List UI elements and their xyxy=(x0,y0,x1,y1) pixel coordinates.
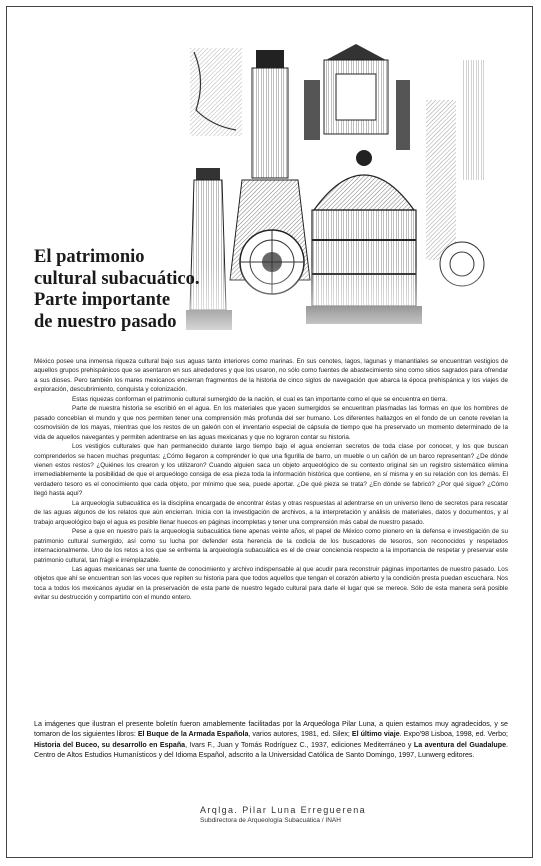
title-line: Parte importante xyxy=(34,290,171,310)
body-paragraph: Pese a que en nuestro país la arqueología subacuática tiene apenas veinte años, el papel de México como pionero en la defensa e investigación de su patrimonio cultural sumergido, así como su lucha por defender esta herencia de la codicia de los buscadores de tesoros, son reconocidos y respetados internacionalmente. Uno de los retos a los que se enfrenta la arqueología subacuática es el de crear conciencia respecto a la importancia de respetar y preservar este patrimonio cultural, tan frágil e irremplazable. xyxy=(34,528,508,564)
credit-book-title: El último viaje xyxy=(351,730,400,739)
credit-book-title: Historia del Buceo, su desarrollo en España xyxy=(34,740,186,749)
author-signature xyxy=(200,805,500,824)
article-title xyxy=(34,247,204,333)
body-paragraph: Las aguas mexicanas ser una fuente de conocimiento y archivo indispensable al que acudir para reconstruir páginas importantes de nuestro pasado. Los objetos que ahí se encuentran son las voces que repiten su historia para que todos aquellos que tengan el corazón abierto y la condición presta puedan escuchara. Nos toca a todos los mexicanos ayudar en la preservación de esta parte de nuestro legado cultural para darle el lugar que se merece. Sólo de esta manera será posible evitar su destrucción y compartirlo con el mundo entero. xyxy=(34,565,508,602)
author-role: Subdirectora de Arqueología Subacuática / INAH xyxy=(200,817,341,824)
body-paragraph: Parte de nuestra historia se escribió en el agua. En los materiales que yacen sumergidos se encuentran plasmadas las formas en que los hombres de pasado concebían el mundo y que nos permiten tener una comprensión más profunda del ser humano. Los diferentes hallazgos en el fondo de un cenote revelan la cosmovisión de los mayas, mientras que los restos de un galeón con el inventario especial de cápsula de tiempo que ha preservado un momento determinado de la vida de aquellos navegantes y permiten adentrarse en las aguas mexicanas y que no lograron contar su historia. xyxy=(34,405,508,441)
credits-paragraph: La imágenes que ilustran el presente boletín fueron amablemente facilitadas por la Arqueóloga Pilar Luna, a quien estamos muy agradecidos, y se tomaron de los siguientes libros: El Buque de la Armada Española, varios autores, 1981, ed. Silex; El último viaje. Expo'98 Lisboa, 1998, ed. Verbo; Historia del Buceo, su desarrollo en España, Ivars F., Juan y Tomás Rodríguez C., 1937, ediciones Mediterráneo y La aventura del Guadalupe. Centro de Altos Estudios Humanísticos y del Idioma Español, adscrito a la Universidad Católica de Santo Domingo, 1997, Lunwerg editores. xyxy=(34,720,509,760)
article-body xyxy=(34,357,508,603)
body-paragraph: Los vestigios culturales que han permanecido durante largo tiempo bajo el agua encierran secretos de toda clase por conocer, y los que buscan comprenderlos se hacen muchas preguntas: ¿Cómo llegaron a comprender lo que una figurilla de barro, un mueble o un cañón de un barco representan? ¿De dónde vienen estos restos? ¿Quiénes los crearon y los utilizaron? Cuando alguien saca un objeto arqueológico de su contexto original sin un registro sistemático elimina irremediablemente la posibilidad de que el arqueólogo consiga de esa pieza toda la información histórica que contiene, en sí misma y en su relación con los demás. El verdadero tesoro es el conocimiento que cada objeto, por mínimo que sea, puede aportar. ¿De qué pieza se trata? ¿En dónde se fabricó? ¿Por qué sigue? ¿Cómo llegó hasta aquí? xyxy=(34,443,508,498)
credit-book-title: El Buque de la Armada Española xyxy=(137,730,249,739)
body-paragraph: México posee una inmensa riqueza cultural bajo sus aguas tanto interiores como marinas. En sus cenotes, lagos, lagunas y manantiales se encuentran vestigios de aquellos grupos prehispánicos que se asentaron en sus alrededores y que los usaron, no sólo como fuentes de abastecimiento sino como sitios sagrados para ofrendar a sus dioses. Pero también los mares mexicanos encierran fragmentos de la historia de cinco siglos de navegación que abarca la época prehispánica y los viajes de exploración, descubrimiento, conquista y colonización. xyxy=(34,358,508,394)
lighthouse-engraving-illustration xyxy=(186,40,486,340)
credit-book-title: La aventura del Guadalupe xyxy=(413,740,507,749)
image-credits xyxy=(34,719,508,761)
author-name: Arqlga. Pilar Luna Erreguerena xyxy=(200,805,367,815)
body-paragraph: Estas riquezas conforman el patrimonio cultural sumergido de la nación, el cual es tan importante como el que se encuentra en tierra. xyxy=(72,395,448,403)
title-line: de nuestro pasado xyxy=(34,311,177,332)
body-paragraph: La arqueología subacuática es la disciplina encargada de encontrar éstas y otras respuestas al adentrarse en un universo lleno de secretos para rescatar de las aguas algunos de los relatos que aún encierran. Inicia con la investigación de archivos, a la interpretación y análisis de materiales, datos y documentos, y al trabajo arqueológico bajo el agua es posible llenar huecos en páginas incompletas y tener una comprensión más cabal de nuestro pasado. xyxy=(34,499,508,526)
title-line: cultural subacuático. xyxy=(34,268,200,289)
title-line: El patrimonio xyxy=(34,247,145,267)
